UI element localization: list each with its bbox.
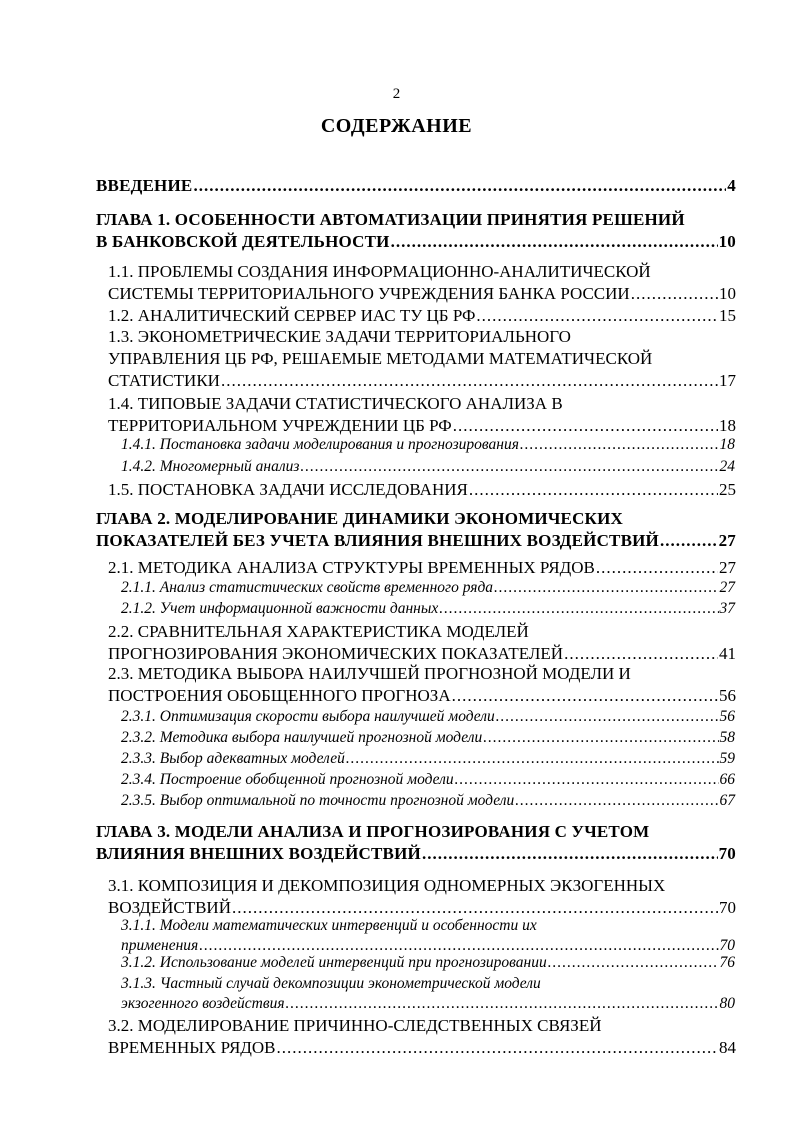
toc-entry-title: 1.2. АНАЛИТИЧЕСКИЙ СЕРВЕР ИАС ТУ ЦБ РФ xyxy=(108,306,476,325)
dot-leader xyxy=(631,283,718,305)
toc-entry-level-2[interactable] xyxy=(121,599,735,619)
toc-entry-text-line: 3.1. КОМПОЗИЦИЯ И ДЕКОМПОЗИЦИЯ ОДНОМЕРНЫХ ЭКЗОГЕННЫХ xyxy=(108,876,666,895)
toc-entry-level-2[interactable] xyxy=(121,707,735,727)
toc-entry-level-2[interactable] xyxy=(121,578,735,598)
toc-page-number: 27 xyxy=(718,531,736,550)
toc-entry-title: ТЕРРИТОРИАЛЬНОМ УЧРЕЖДЕНИИ ЦБ РФ xyxy=(108,416,452,435)
dot-leader xyxy=(469,479,718,501)
toc-entry-text-line: ГЛАВА 1. ОСОБЕННОСТИ АВТОМАТИЗАЦИИ ПРИНЯТИЯ РЕШЕНИЙ xyxy=(96,210,685,229)
toc-entry-text-line: 3.1.1. Модели математических интервенций и особенности их xyxy=(121,917,537,934)
dot-leader xyxy=(300,457,718,477)
toc-entry-title: ВВЕДЕНИЕ xyxy=(96,176,193,195)
toc-page-number: 66 xyxy=(719,771,735,788)
dot-leader xyxy=(596,557,718,579)
dot-leader xyxy=(548,953,719,973)
dot-leader xyxy=(277,1037,718,1059)
toc-entry-level-0[interactable] xyxy=(96,508,736,552)
dot-leader xyxy=(564,643,718,665)
toc-entry-title: применения xyxy=(121,937,199,954)
toc-entry-title: 2.1.2. Учет информационной важности данных xyxy=(121,600,439,617)
toc-entry-level-1[interactable] xyxy=(108,557,736,579)
dot-leader xyxy=(422,843,718,865)
dot-leader xyxy=(346,749,719,769)
toc-entry-level-2[interactable] xyxy=(121,435,735,455)
toc-page-number: 18 xyxy=(719,416,736,435)
toc-entry-title: ПРОГНОЗИРОВАНИЯ ЭКОНОМИЧЕСКИХ ПОКАЗАТЕЛЕЙ xyxy=(108,644,564,663)
toc-page-number: 70 xyxy=(719,898,736,917)
toc-entry-title: 1.4.2. Многомерный анализ xyxy=(121,458,300,475)
page-number: 2 xyxy=(392,86,401,102)
toc-entry-level-2[interactable] xyxy=(121,457,735,477)
dot-leader xyxy=(193,175,726,197)
dot-leader xyxy=(515,791,718,811)
toc-page-number: 67 xyxy=(719,792,735,809)
toc-entry-title: 2.1.1. Анализ статистических свойств временного ряда xyxy=(121,579,494,596)
toc-entry-title: СТАТИСТИКИ xyxy=(108,371,220,390)
toc-entry-title: 2.3.4. Построение обобщенной прогнозной модели xyxy=(121,771,454,788)
toc-entry-level-1[interactable] xyxy=(108,663,736,707)
toc-entry-text-line: УПРАВЛЕНИЯ ЦБ РФ, РЕШАЕМЫЕ МЕТОДАМИ МАТЕМАТИЧЕСКОЙ xyxy=(108,349,653,368)
dot-leader xyxy=(286,994,719,1014)
toc-page-number: 70 xyxy=(718,844,736,863)
toc-entry-level-2[interactable] xyxy=(121,916,735,956)
toc-page-number: 70 xyxy=(719,937,735,954)
toc-entry-level-1[interactable] xyxy=(108,621,736,665)
toc-entry-text-line: 1.1. ПРОБЛЕМЫ СОЗДАНИЯ ИНФОРМАЦИОННО-АНАЛИТИЧЕСКОЙ xyxy=(108,262,651,281)
toc-entry-title: экзогенного воздействия xyxy=(121,995,285,1012)
toc-entry-level-0[interactable] xyxy=(96,175,736,197)
toc-page-number: 25 xyxy=(719,480,736,499)
toc-entry-level-1[interactable] xyxy=(108,305,736,327)
toc-entry-text-line: ГЛАВА 3. МОДЕЛИ АНАЛИЗА И ПРОГНОЗИРОВАНИЯ С УЧЕТОМ xyxy=(96,822,650,841)
toc-page-number: 37 xyxy=(719,600,735,617)
toc-page-number: 56 xyxy=(719,708,735,725)
toc-entry-title: ПОСТРОЕНИЯ ОБОБЩЕННОГО ПРОГНОЗА xyxy=(108,686,451,705)
toc-page-number: 15 xyxy=(719,306,736,325)
dot-leader xyxy=(520,435,719,455)
toc-entry-title: 2.3.5. Выбор оптимальной по точности прогнозной модели xyxy=(121,792,515,809)
toc-page-number: 59 xyxy=(719,750,735,767)
toc-page-number: 76 xyxy=(719,954,735,971)
toc-entry-text-line: 2.3. МЕТОДИКА ВЫБОРА НАИЛУЧШЕЙ ПРОГНОЗНОЙ МОДЕЛИ И xyxy=(108,664,631,683)
toc-page-number: 4 xyxy=(727,176,736,195)
toc-entry-level-1[interactable] xyxy=(108,393,736,437)
toc-entry-text-line: ГЛАВА 2. МОДЕЛИРОВАНИЕ ДИНАМИКИ ЭКОНОМИЧЕСКИХ xyxy=(96,509,623,528)
toc-entry-level-1[interactable] xyxy=(108,479,736,501)
toc-entry-title: ВЛИЯНИЯ ВНЕШНИХ ВОЗДЕЙСТВИЙ xyxy=(96,844,421,863)
toc-page-number: 41 xyxy=(719,644,736,663)
toc-page-number: 10 xyxy=(719,284,736,303)
toc-entry-level-1[interactable] xyxy=(108,261,736,305)
toc-entry-text-line: 2.2. СРАВНИТЕЛЬНАЯ ХАРАКТЕРИСТИКА МОДЕЛЕЙ xyxy=(108,622,529,641)
toc-entry-level-1[interactable] xyxy=(108,1015,736,1059)
toc-entry-text-line: 3.2. МОДЕЛИРОВАНИЕ ПРИЧИННО-СЛЕДСТВЕННЫХ СВЯЗЕЙ xyxy=(108,1016,602,1035)
toc-page-number: 84 xyxy=(719,1038,736,1057)
toc-entry-level-2[interactable] xyxy=(121,953,735,973)
dot-leader xyxy=(391,231,718,253)
toc-entry-text-line: 1.3. ЭКОНОМЕТРИЧЕСКИЕ ЗАДАЧИ ТЕРРИТОРИАЛЬНОГО xyxy=(108,327,571,346)
toc-page-number: 24 xyxy=(719,458,735,475)
dot-leader xyxy=(660,530,718,552)
toc-entry-level-2[interactable] xyxy=(121,728,735,748)
toc-page-number: 18 xyxy=(719,436,735,453)
toc-entry-title: 2.3.2. Методика выбора наилучшей прогнозной модели xyxy=(121,729,483,746)
dot-leader xyxy=(483,728,718,748)
toc-entry-level-2[interactable] xyxy=(121,974,735,1014)
toc-entry-level-2[interactable] xyxy=(121,770,735,790)
toc-entry-title: ВОЗДЕЙСТВИЙ xyxy=(108,898,231,917)
toc-entry-level-2[interactable] xyxy=(121,749,735,769)
toc-entry-title: ПОКАЗАТЕЛЕЙ БЕЗ УЧЕТА ВЛИЯНИЯ ВНЕШНИХ ВОЗДЕЙСТВИЙ xyxy=(96,531,659,550)
toc-entry-title: 2.1. МЕТОДИКА АНАЛИЗА СТРУКТУРЫ ВРЕМЕННЫХ РЯДОВ xyxy=(108,558,595,577)
toc-entry-text-line: 1.4. ТИПОВЫЕ ЗАДАЧИ СТАТИСТИЧЕСКОГО АНАЛИЗА В xyxy=(108,394,563,413)
dot-leader xyxy=(476,305,718,327)
toc-entry-title: 1.5. ПОСТАНОВКА ЗАДАЧИ ИССЛЕДОВАНИЯ xyxy=(108,480,468,499)
toc-entry-level-1[interactable] xyxy=(108,875,736,919)
toc-entry-title: 2.3.1. Оптимизация скорости выбора наилучшей модели xyxy=(121,708,495,725)
toc-page-number: 27 xyxy=(719,558,736,577)
toc-entry-level-0[interactable] xyxy=(96,821,736,865)
toc-page-number: 58 xyxy=(719,729,735,746)
toc-entry-level-0[interactable] xyxy=(96,209,736,253)
toc-page-number: 10 xyxy=(718,232,736,251)
toc-entry-title: В БАНКОВСКОЙ ДЕЯТЕЛЬНОСТИ xyxy=(96,232,390,251)
toc-entry-title: 2.3.3. Выбор адекватных моделей xyxy=(121,750,345,767)
toc-entry-title: 1.4.1. Постановка задачи моделирования и прогнозирования xyxy=(121,436,519,453)
page-title: СОДЕРЖАНИЕ xyxy=(320,115,473,137)
toc-entry-level-2[interactable] xyxy=(121,791,735,811)
dot-leader xyxy=(221,370,718,392)
toc-page-number: 56 xyxy=(719,686,736,705)
dot-leader xyxy=(494,578,718,598)
dot-leader xyxy=(496,707,719,727)
toc-entry-title: 3.1.2. Использование моделей интервенций при прогнозировании xyxy=(121,954,547,971)
toc-entry-text-line: 3.1.3. Частный случай декомпозиции эконометрической модели xyxy=(121,975,541,992)
dot-leader xyxy=(452,685,718,707)
toc-page-number: 27 xyxy=(719,579,735,596)
dot-leader xyxy=(439,599,718,619)
toc-entry-level-1[interactable] xyxy=(108,326,736,392)
toc-page-number: 17 xyxy=(719,371,736,390)
toc-page-number: 80 xyxy=(719,995,735,1012)
toc-entry-title: СИСТЕМЫ ТЕРРИТОРИАЛЬНОГО УЧРЕЖДЕНИЯ БАНКА РОССИИ xyxy=(108,284,630,303)
dot-leader xyxy=(453,415,718,437)
dot-leader xyxy=(455,770,719,790)
toc-entry-title: ВРЕМЕННЫХ РЯДОВ xyxy=(108,1038,276,1057)
